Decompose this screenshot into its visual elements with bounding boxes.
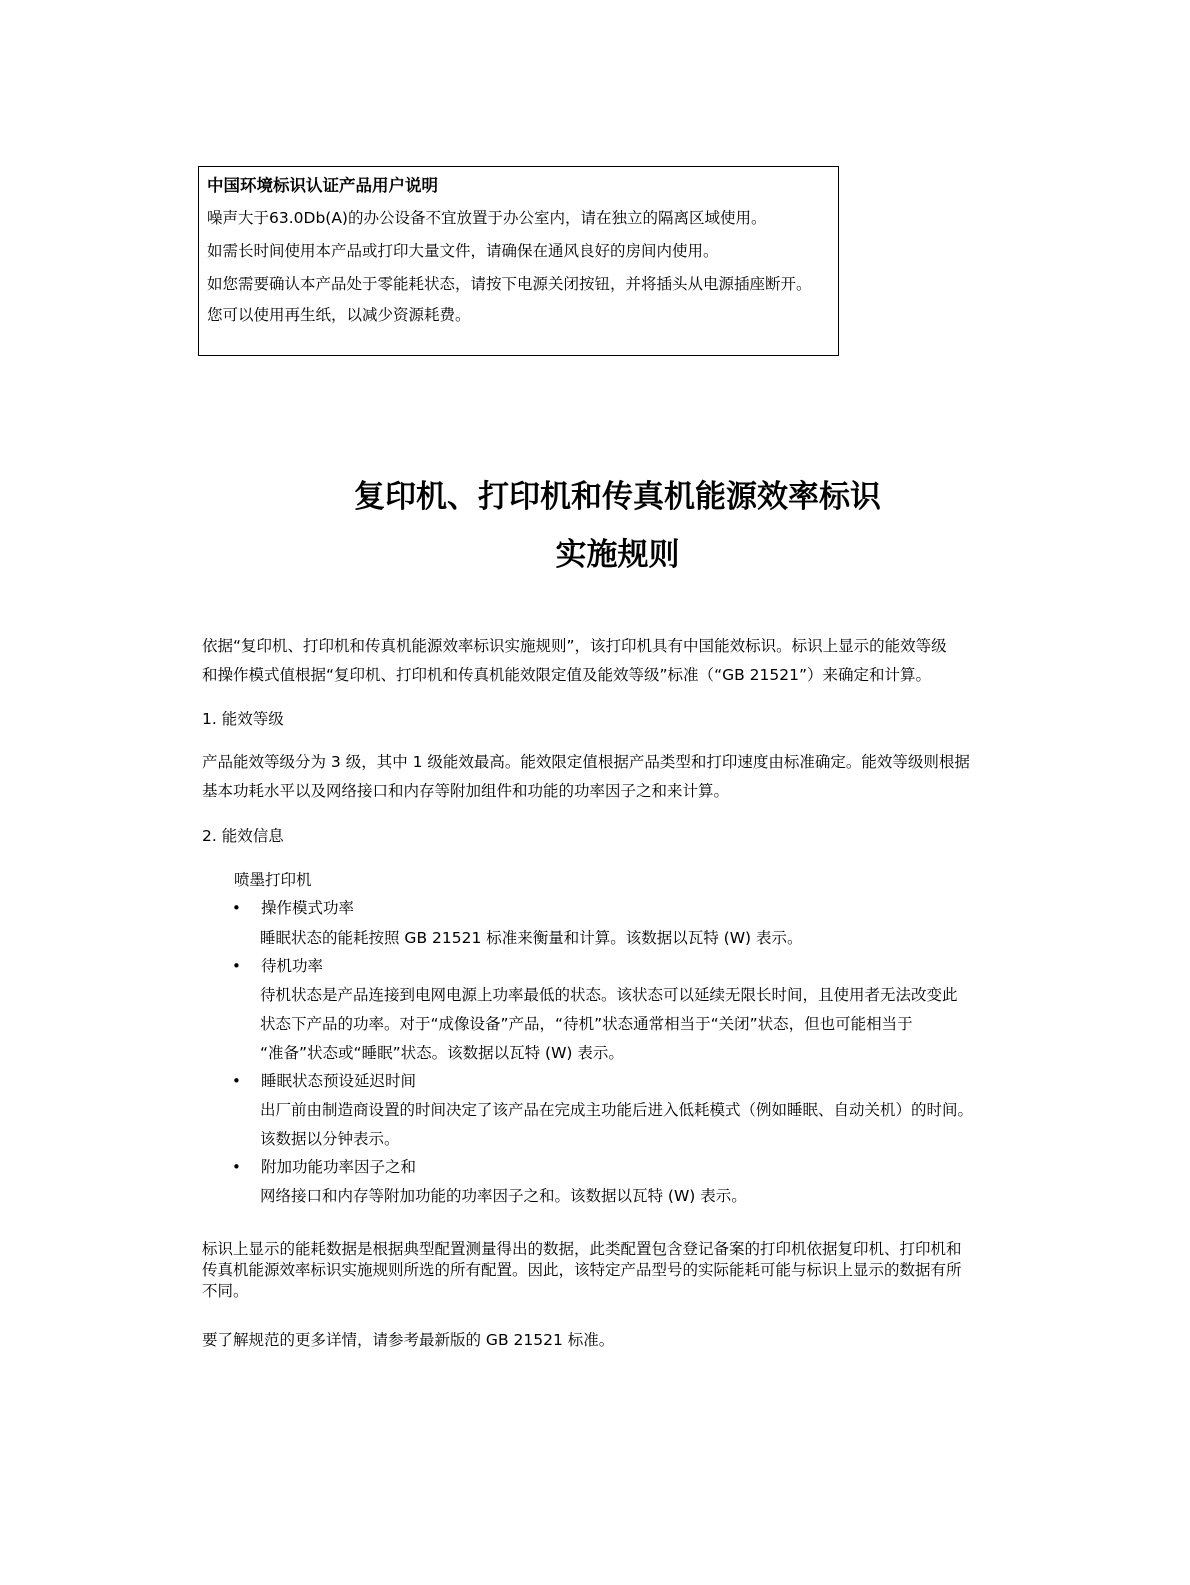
notice-ventilation: 如需长时间使用本产品或打印大量文件，请确保在通风良好的房间内使用。: [207, 242, 719, 260]
bullet-point: •: [232, 899, 241, 917]
notice-zero-energy: 如您需要确认本产品处于零能耗状态，请按下电源关闭按钮，并将插头从电源插座断开。: [207, 275, 812, 293]
bullet-body-line: 待机状态是产品连接到电网电源上功率最低的状态。该状态可以延续无限长时间，且使用者无法改变此: [260, 986, 958, 1004]
intro-line-1: 依据“复印机、打印机和传真机能源效率标识实施规则”，该打印机具有中国能效标识。标识上显示的能效等级: [202, 637, 947, 655]
section-1-line-2: 基本功耗水平以及网络接口和内存等附加组件和功能的功率因子之和来计算。: [202, 782, 730, 800]
bullet-body-line: 网络接口和内存等附加功能的功率因子之和。该数据以瓦特 (W) 表示。: [260, 1187, 747, 1205]
closing-line-2: 传真机能源效率标识实施规则所选的所有配置。因此，该特定产品型号的实际能耗可能与标识上显示的数据有所: [202, 1261, 962, 1279]
bullet-title: 附加功能功率因子之和: [261, 1158, 417, 1176]
bullet-point: •: [232, 1072, 241, 1090]
notice-recycled-paper: 您可以使用再生纸，以减少资源耗费。: [207, 306, 471, 324]
document-subtitle: 实施规则: [555, 537, 680, 573]
section-1-heading: 1. 能效等级: [202, 710, 284, 728]
bullet-body-line: 该数据以分钟表示。: [260, 1130, 400, 1148]
bullet-additional-function-power: [232, 1156, 416, 1178]
bullet-point: •: [232, 957, 241, 975]
document-title: 复印机、打印机和传真机能源效率标识: [354, 479, 881, 515]
bullet-sleep-delay: [232, 1070, 416, 1092]
bullet-body-line: 状态下产品的功率。对于“成像设备”产品，“待机”状态通常相当于“关闭”状态，但也可能相当于: [260, 1015, 913, 1033]
closing-line-1: 标识上显示的能耗数据是根据典型配置测量得出的数据，此类配置包含登记备案的打印机依据复印机、打印机和: [202, 1240, 962, 1258]
intro-line-2: 和操作模式值根据“复印机、打印机和传真机能效限定值及能效等级”标准（“GB 21521”）来确定和计算。: [202, 666, 932, 684]
bullet-point: •: [232, 1158, 241, 1176]
bullet-title: 睡眠状态预设延迟时间: [261, 1072, 417, 1090]
notice-box-title: 中国环境标识认证产品用户说明: [207, 176, 438, 195]
environment-label-notice-box: [198, 166, 839, 356]
bullet-title: 待机功率: [261, 957, 324, 975]
bullet-body-line: “准备”状态或“睡眠”状态。该数据以瓦特 (W) 表示。: [260, 1044, 624, 1062]
section-2-heading: 2. 能效信息: [202, 827, 284, 845]
notice-noise: 噪声大于63.0Db(A)的办公设备不宜放置于办公室内，请在独立的隔离区域使用。: [207, 209, 767, 227]
bullet-standby-power: [232, 955, 323, 977]
bullet-body-line: 睡眠状态的能耗按照 GB 21521 标准来衡量和计算。该数据以瓦特 (W) 表示。: [260, 929, 803, 947]
section-1-line-1: 产品能效等级分为 3 级，其中 1 级能效最高。能效限定值根据产品类型和打印速度由标准确定。能效等级则根据: [202, 753, 970, 771]
inkjet-printer-subheading: 喷墨打印机: [234, 871, 312, 889]
closing-line-3: 不同。: [202, 1282, 249, 1300]
standard-reference: 要了解规范的更多详情，请参考最新版的 GB 21521 标准。: [202, 1331, 615, 1349]
bullet-title: 操作模式功率: [261, 899, 355, 917]
bullet-operating-mode-power: [232, 897, 354, 919]
bullet-body-line: 出厂前由制造商设置的时间决定了该产品在完成主功能后进入低耗模式（例如睡眠、自动关机）的时间。: [260, 1101, 974, 1119]
